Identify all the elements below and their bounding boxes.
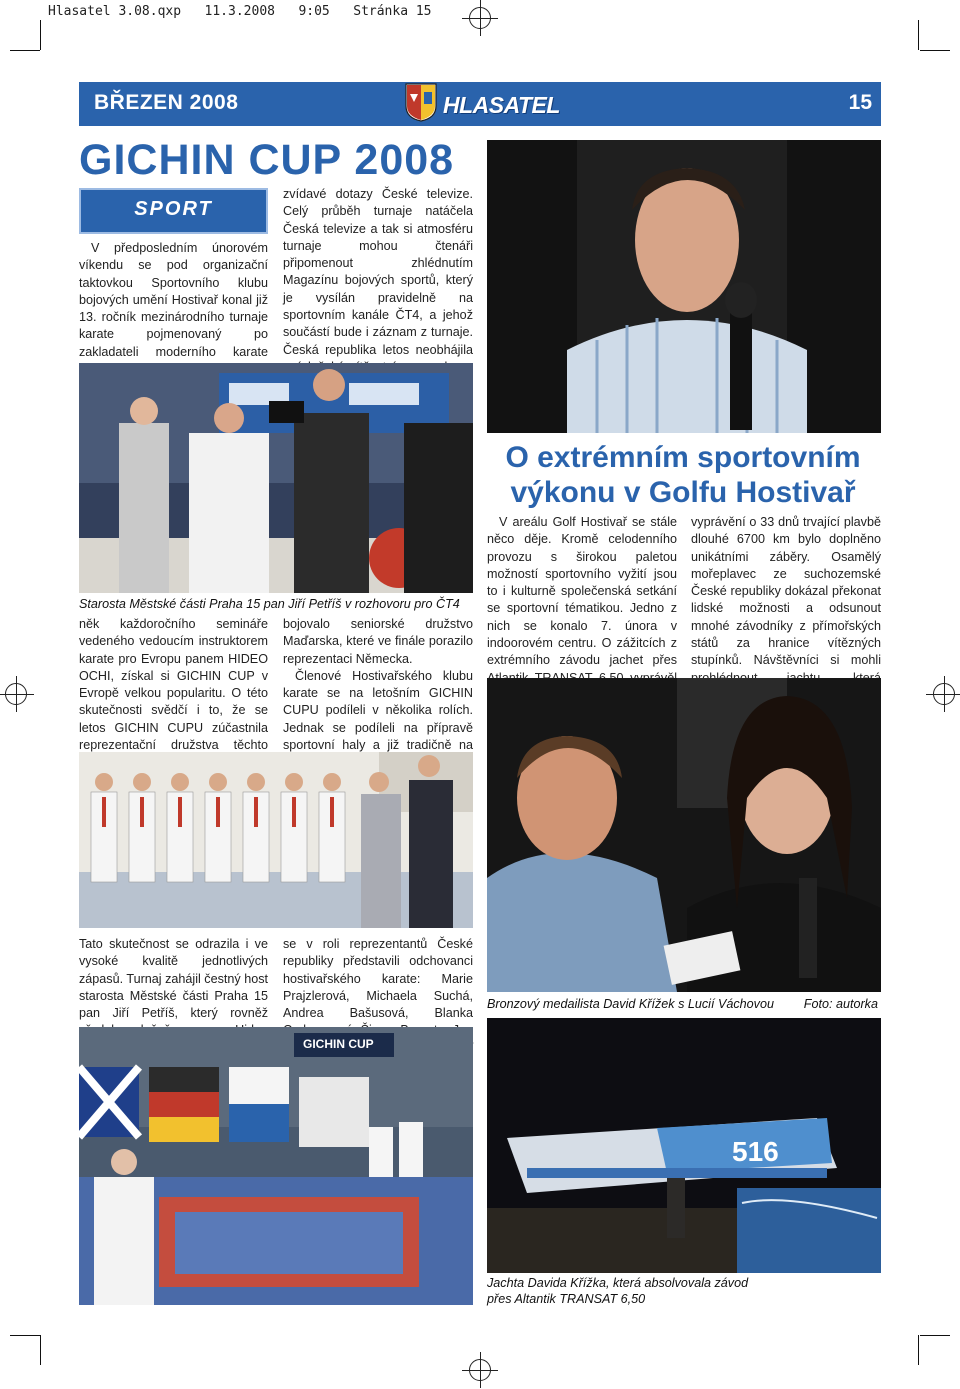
title-line: výkonu v Golfu Hostivař <box>510 476 856 509</box>
registration-mark-icon <box>469 7 491 29</box>
paragraph: zvídavé dotazy České televize. Celý průběh turnaje natáčela Česká televize a tak si atmosféru turnaje mohou čtenáři připomenout zhlédnutím Magazínu bojových sportů, který je vysílán pravidelně na sportovním kanále ČT4, a jehož součástí bude i záznam z turnaje. Česká republika letos neobhájila <box>283 187 473 357</box>
crop-mark <box>40 1335 41 1365</box>
paragraph: V předposledním únorovém víkendu se pod organizační taktovkou Sportovního klubu bojových umění Hostivař konal již 13. ročník mezinárodního turnaje karate pojmenovaný po zakladateli moderního karate <box>79 241 268 359</box>
photo-speaker <box>487 140 881 433</box>
crop-mark <box>40 20 41 50</box>
article-title: GICHIN CUP 2008 <box>79 136 455 184</box>
registration-mark-icon <box>933 683 955 705</box>
crop-mark <box>10 1335 40 1336</box>
crop-mark <box>918 20 919 50</box>
photo-interview <box>79 363 473 593</box>
title-line: O extrémním sportovním <box>505 441 861 474</box>
sail-number: 516 <box>732 1136 779 1167</box>
photo-yacht <box>487 1018 881 1273</box>
crop-mark <box>918 1335 919 1365</box>
photo-karate-match <box>79 1027 473 1305</box>
caption-line: Jachta Davida Křížka, která absolvovala závod <box>487 1276 749 1290</box>
crest-icon <box>404 82 438 122</box>
photo-credit: Foto: autorka <box>803 997 878 1011</box>
crop-mark <box>920 1335 950 1336</box>
paragraph: V areálu Golf Hostivař se stále něco děje. Kromě celodenního provozu s širokou paletou možností sportovního vyžití jsou to i kulturně společenská setkání se sportovní tématikou. Jedno z nich se konalo 7. února v indoorovém centru. O zážitcích z extrémního závodu jachet přes <box>487 515 677 668</box>
crop-mark <box>10 50 40 51</box>
section-label: SPORT <box>134 198 213 220</box>
print-slug: Hlasatel 3.08.qxp 11.3.2008 9:05 Stránka 15 <box>48 4 432 19</box>
paragraph: bojovalo seniorské družstvo Maďarska, které ve finále porazilo reprezentaci Německa. <box>283 617 473 666</box>
photo-caption <box>487 1276 748 1307</box>
photo-caption: Starosta Městské části Praha 15 pan Jiří Petříš v rozhovoru pro ČT4 <box>79 597 460 611</box>
crop-mark <box>920 50 950 51</box>
photo-caption: Bronzový medailista David Křížek s Lucií Váchovou <box>487 997 774 1011</box>
article-title <box>487 440 879 510</box>
photo-referees <box>79 752 473 928</box>
page-number: 15 <box>848 91 872 114</box>
logo-text: HLASATEL <box>443 92 560 118</box>
photo-medalist <box>487 678 881 992</box>
caption-line: přes Altantik TRANSAT 6,50 <box>487 1291 646 1306</box>
registration-mark-icon <box>469 1359 491 1381</box>
issue-month: BŘEZEN 2008 <box>94 91 239 114</box>
paragraph: Členové Hostivařského klubu karate se na letošním GICHIN CUPU podíleli v několika rolích. Jednak se podíleli na přípravě sportovní haly a již tradičně na <box>283 668 473 753</box>
paragraph: Tato skutečnost se odrazila i ve vysoké kvalitě jednotlivých zápasů. Turnaj zahájil čestný host starosta Městské části Praha 15 pan Jiří Petříš, který rovněž <box>79 937 269 1021</box>
paragraph-text: se v roli reprezentantů České republiky představili odchovanci hostivařského karate: Marie Prajzlerová, Michaela Suchá, Andrea Bašusová, Blanka <box>283 937 473 1021</box>
registration-mark-icon <box>5 683 27 705</box>
paragraph-text: vyprávění o 33 dnů trvající plavbě dlouhé 6700 km bylo doplněno unikátními záběry. Osamělý mořeplavec ze suchozemské České republiky dokázal překonat lidské možnosti a odsunout mnohé závodníky z přímořských států za hranice vítězných stupínků. Návštěvníci si mohli <box>691 515 881 668</box>
venue-banner: GICHIN CUP <box>303 1037 374 1051</box>
paragraph: něk každoročního semináře vedeného vedoucím instruktorem karate pro Evropu panem HIDEO OCHI, získal si GICHIN CUP v Evropě velkou popularitu. O této skutečnosti svědčí i to, že se letos GICHIN CUPU zúčastnila reprezentační družstva těchto <box>79 617 268 753</box>
